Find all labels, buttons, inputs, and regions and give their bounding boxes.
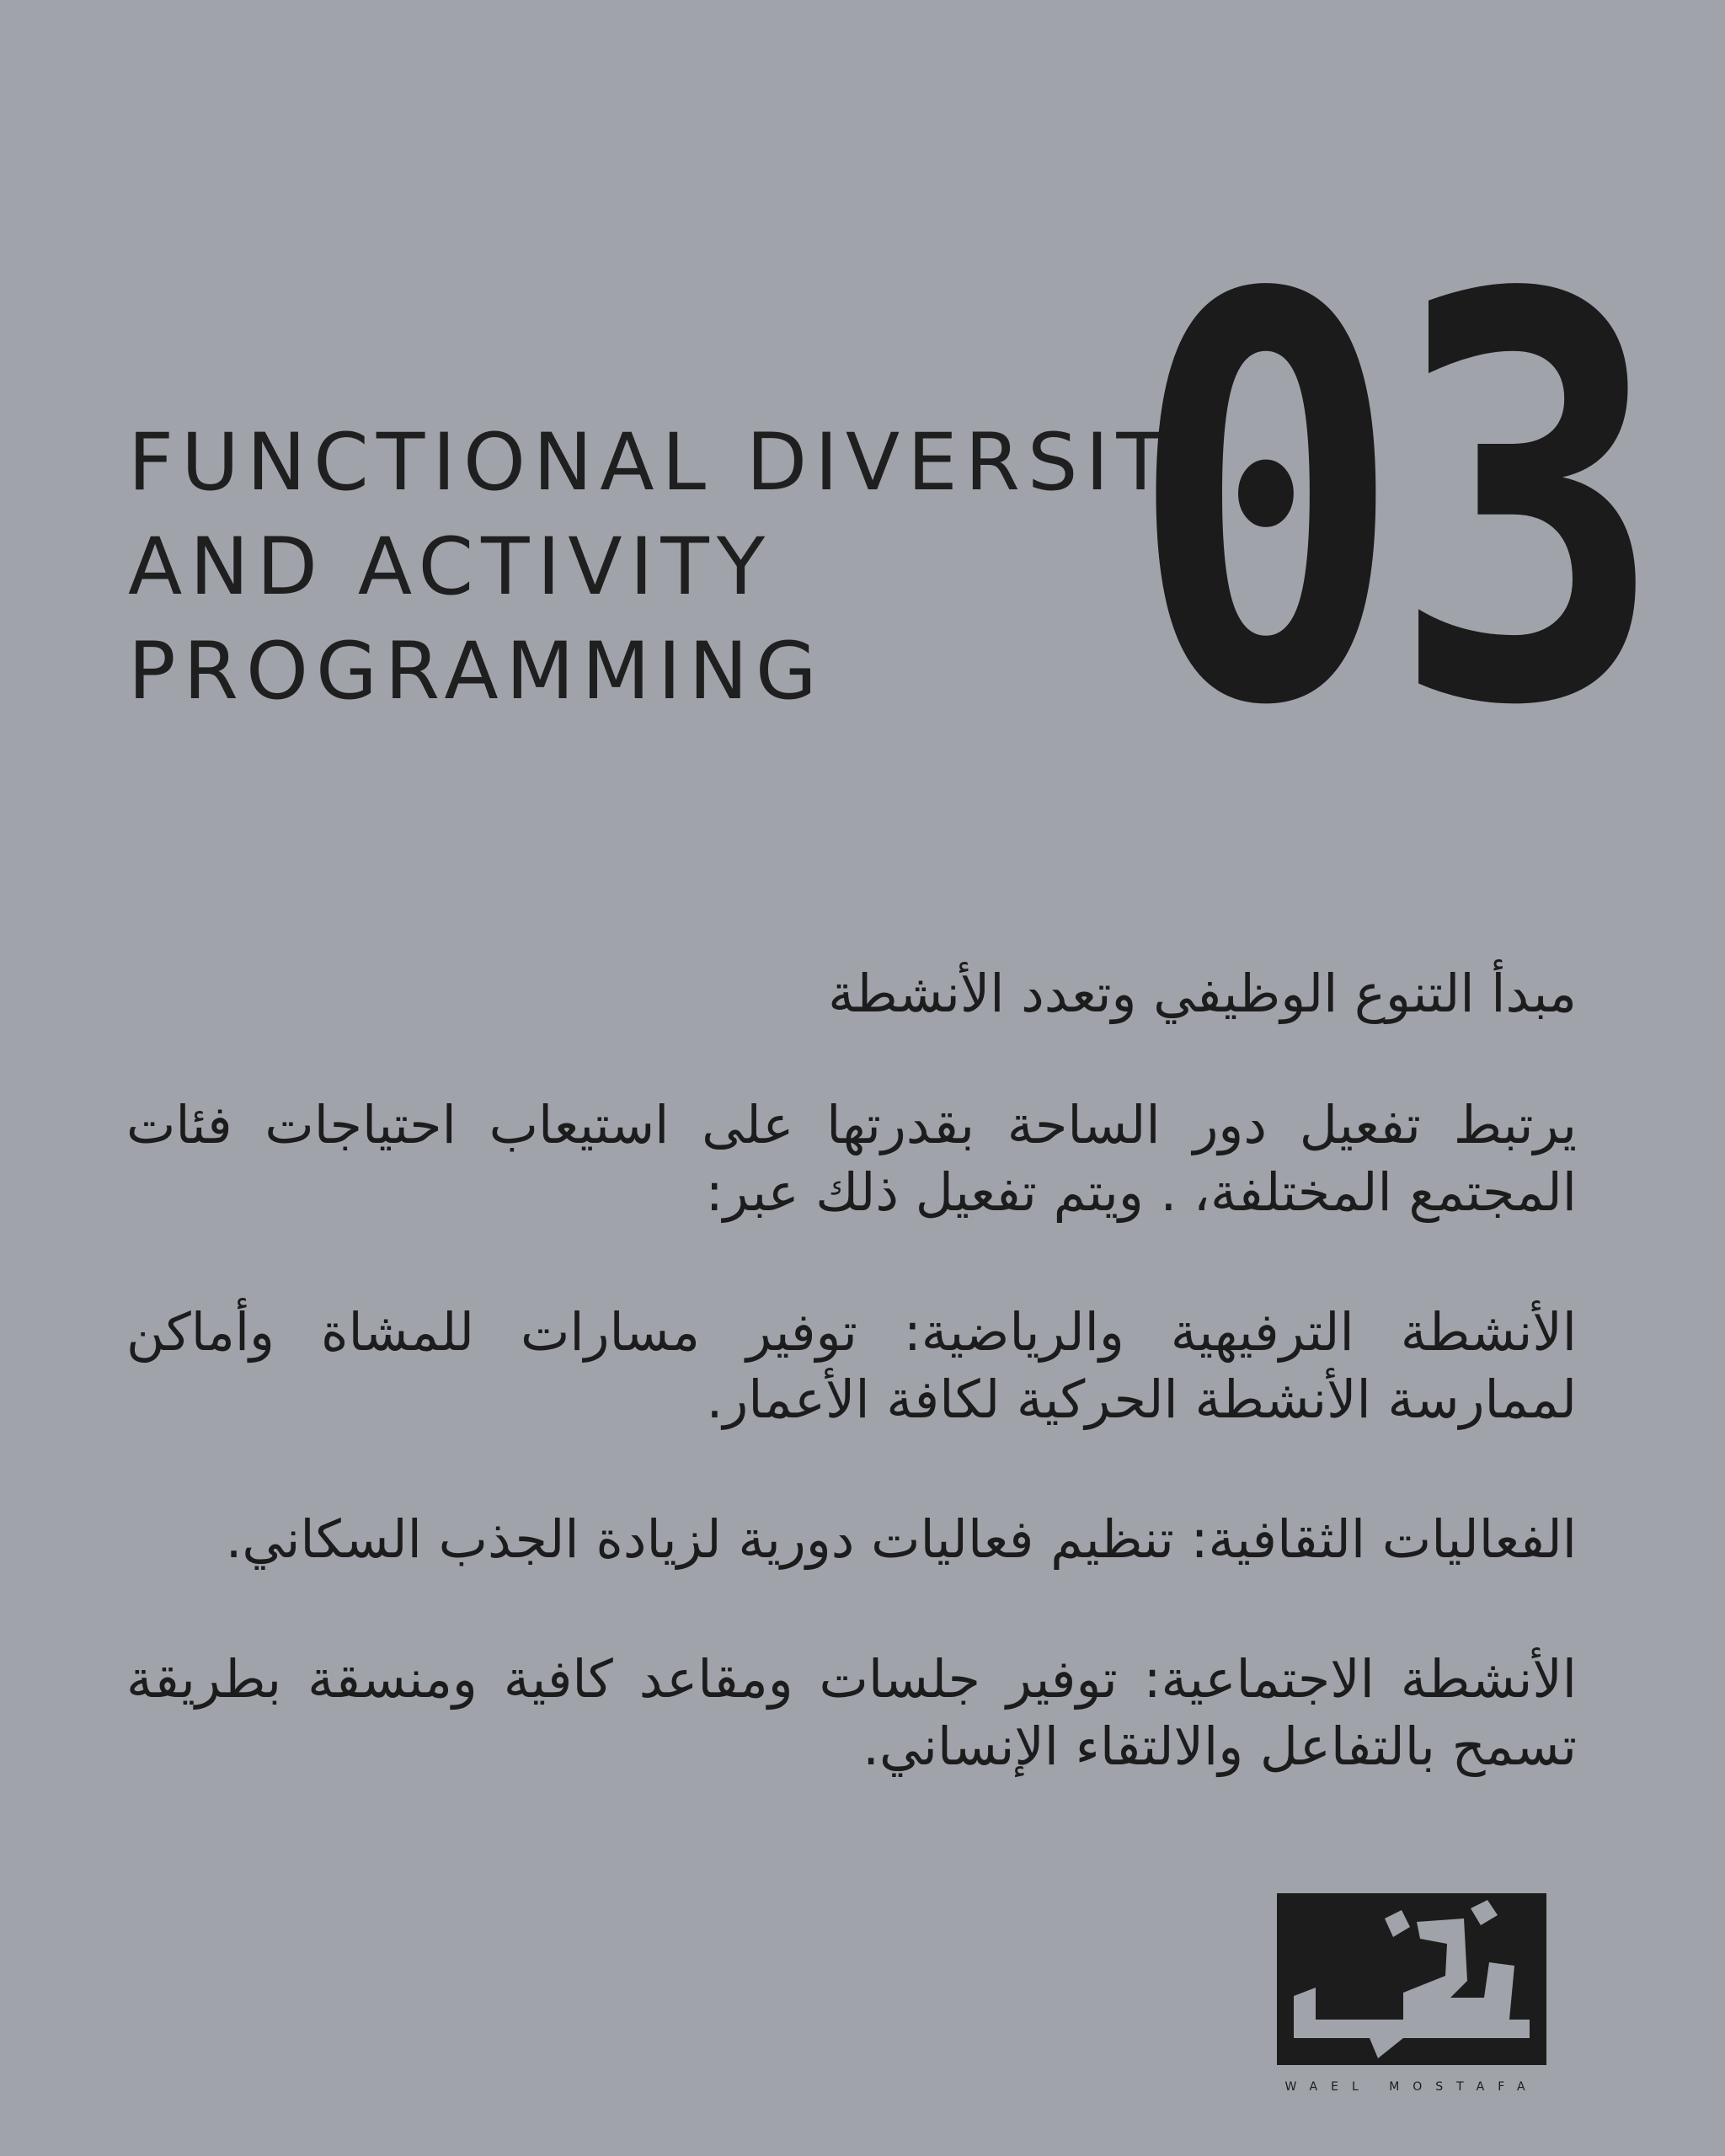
arabic-paragraph-social: الأنشطة الاجتماعية: توفير جلسات ومقاعد كافية ومنسقة بطريقة تسمح بالتفاعل والالتقاء الإنساني. — [126, 1648, 1577, 1777]
title-line-1: FUNCTIONAL DIVERSITY — [128, 417, 1229, 509]
title-block — [128, 411, 1229, 724]
section-number: 03 — [1129, 179, 1653, 827]
arabic-paragraph-recreational: الأنشطة الترفيهية والرياضية: توفير مسارات للمشاة وأماكن لممارسة الأنشطة الحركية لكافة الأعمار. — [126, 1301, 1577, 1430]
logo-mark — [1277, 1893, 1546, 2065]
arabic-body — [126, 960, 1577, 1853]
title-line-2: AND ACTIVITY — [128, 521, 773, 613]
arabic-paragraph-cultural: الفعاليات الثقافية: تنظيم فعاليات دورية لزيادة الجذب السكاني. — [225, 1508, 1577, 1570]
arabic-heading: مبدأ التنوع الوظيفي وتعدد الأنشطة — [828, 963, 1577, 1024]
title-line-3: PROGRAMMING — [128, 626, 825, 718]
calligraphy-logo-icon — [1277, 1893, 1546, 2065]
arabic-paragraph-intro: يرتبط تفعيل دور الساحة بقدرتها على استيعاب احتياجات فئات المجتمع المختلفة، . ويتم تفعيل ذلك عبر: — [126, 1094, 1577, 1223]
logo-caption: WAEL MOSTAFA — [1284, 2080, 1539, 2094]
